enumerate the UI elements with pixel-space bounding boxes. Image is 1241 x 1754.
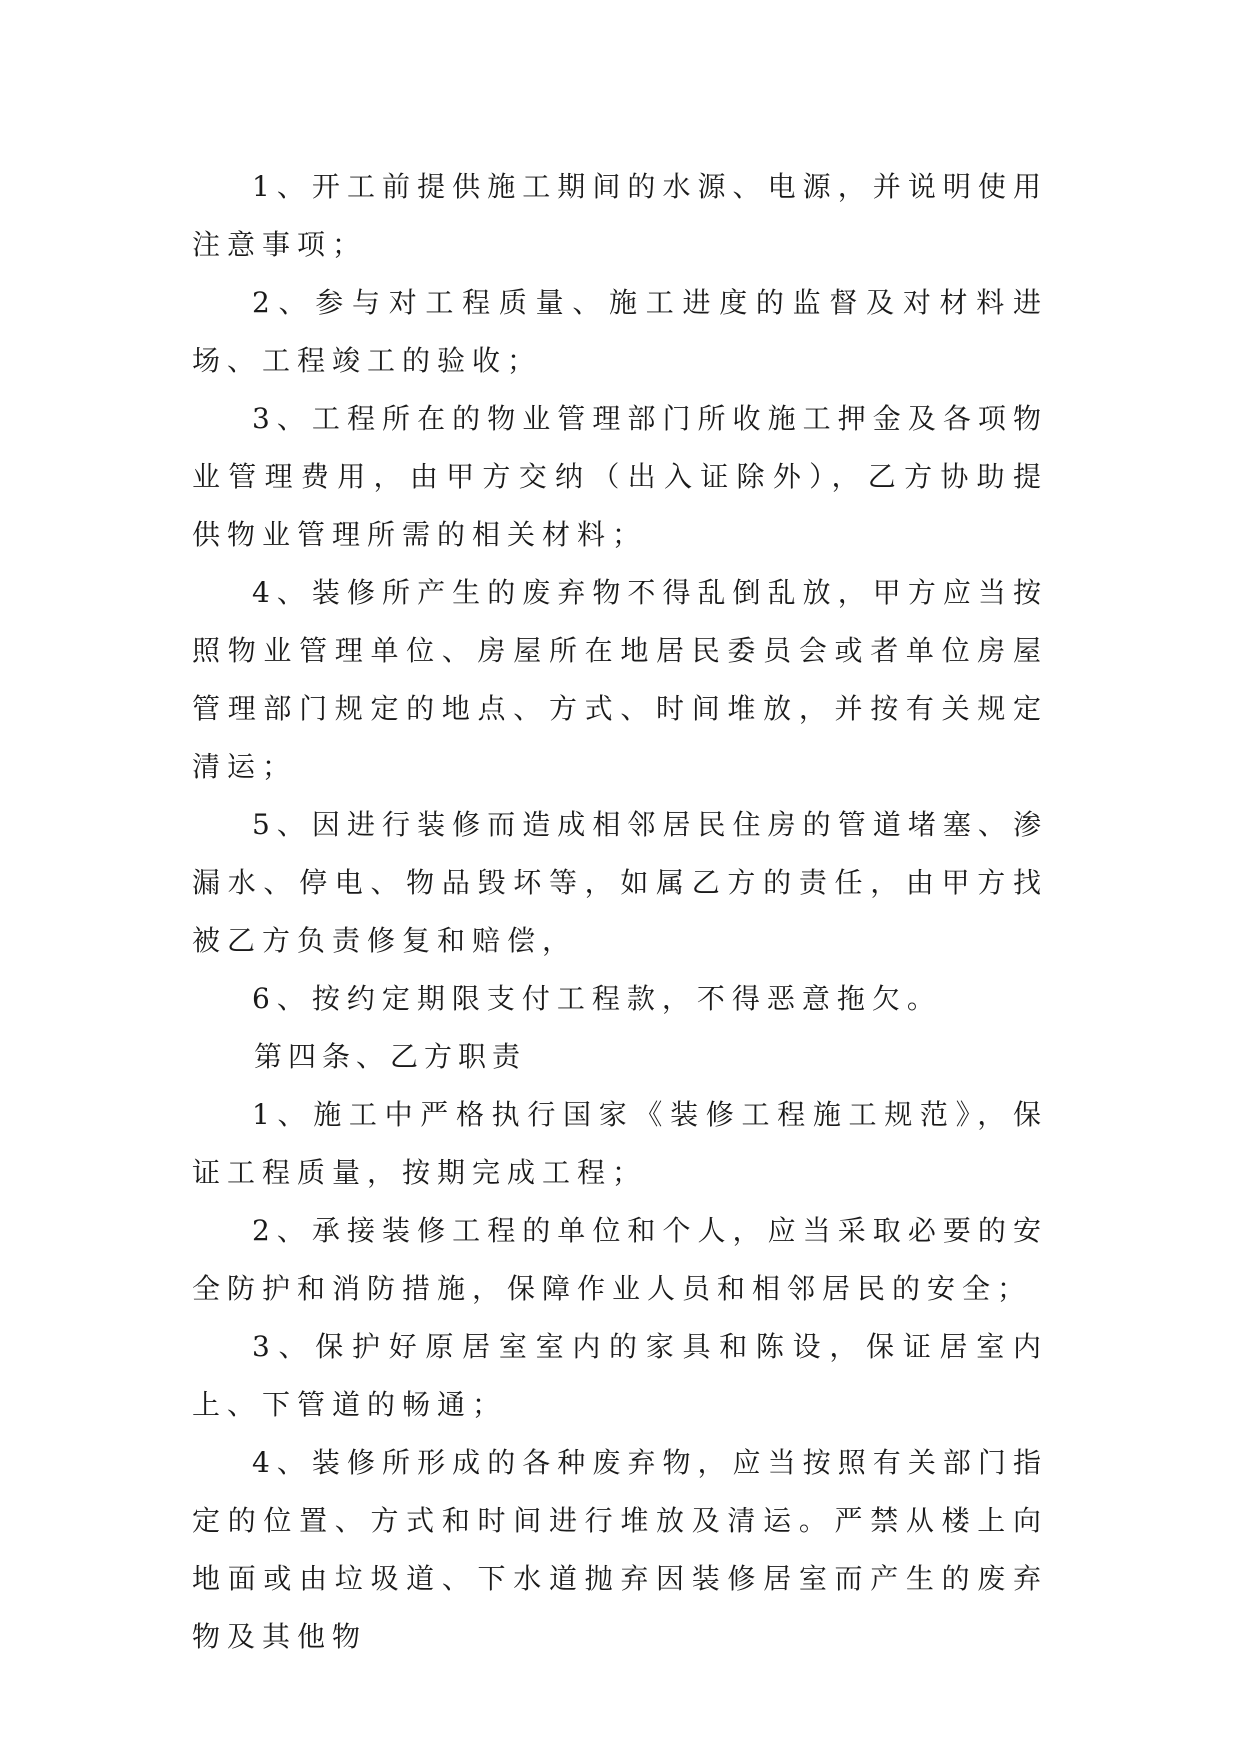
paragraph-party-b-2: 2、承接装修工程的单位和个人，应当采取必要的安全防护和消防措施，保障作业人员和相邻居民的安全； <box>192 1214 1048 1305</box>
section-heading-article-4: 第四条、乙方职责 <box>254 1040 527 1073</box>
document-body <box>192 158 1048 1666</box>
paragraph-party-a-6: 6、按约定期限支付工程款，不得恶意拖欠。 <box>252 982 942 1015</box>
paragraph-party-b-1: 1、施工中严格执行国家《装修工程施工规范》，保证工程质量，按期完成工程； <box>192 1098 1048 1189</box>
paragraph-party-a-4: 4、装修所产生的废弃物不得乱倒乱放，甲方应当按照物业管理单位、房屋所在地居民委员会或者单位房屋管理部门规定的地点、方式、时间堆放，并按有关规定清运； <box>192 576 1048 783</box>
paragraph-party-a-5: 5、因进行装修而造成相邻居民住房的管道堵塞、渗漏水、停电、物品毁坏等，如属乙方的责任，由甲方找被乙方负责修复和赔偿， <box>192 808 1048 957</box>
paragraph-party-b-3: 3、保护好原居室室内的家具和陈设，保证居室内上、下管道的畅通； <box>192 1330 1048 1421</box>
paragraph-party-a-2: 2、参与对工程质量、施工进度的监督及对材料进场、工程竣工的验收； <box>192 286 1048 377</box>
paragraph-party-a-1: 1、开工前提供施工期间的水源、电源，并说明使用注意事项； <box>192 170 1048 261</box>
paragraph-party-a-3: 3、工程所在的物业管理部门所收施工押金及各项物业管理费用，由甲方交纳（出入证除外），乙方协助提供物业管理所需的相关材料； <box>192 402 1048 551</box>
paragraph-party-b-4: 4、装修所形成的各种废弃物，应当按照有关部门指定的位置、方式和时间进行堆放及清运。严禁从楼上向地面或由垃圾道、下水道抛弃因装修居室而产生的废弃物及其他物 <box>192 1446 1048 1653</box>
